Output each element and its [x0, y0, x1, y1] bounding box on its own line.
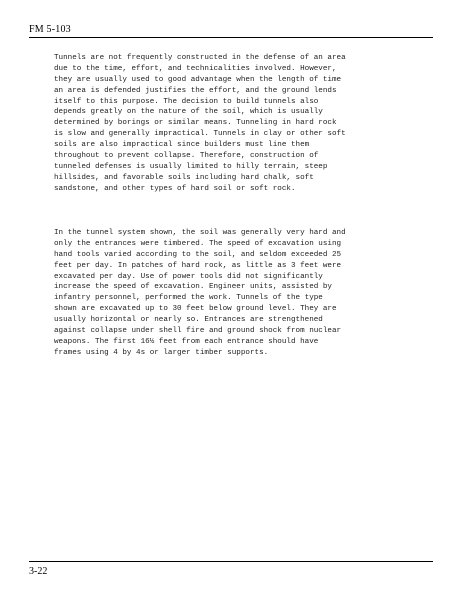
- text-line: In the tunnel system shown, the soil was generally very hard and: [54, 229, 346, 237]
- text-line: shown are excavated up to 30 feet below ground level. They are: [54, 305, 337, 314]
- header-divider: [29, 37, 433, 38]
- text-line: sandstone, and other types of hard soil or soft rock.: [54, 184, 296, 193]
- text-line: depends greatly on the nature of the soil, which is usually: [54, 108, 323, 117]
- text-line: hillsides, and favorable soils including hard chalk, soft: [54, 173, 314, 182]
- text-line: weapons. The first 16½ feet from each entrance should have: [54, 337, 319, 346]
- text-line: itself to this purpose. The decision to build tunnels also: [54, 97, 319, 106]
- text-line: an area is defended justifies the effort, and the ground lends: [54, 86, 337, 95]
- text-line: usually horizontal or nearly so. Entrances are strengthened: [54, 316, 323, 325]
- text-line: only the entrances were timbered. The speed of excavation using: [54, 239, 342, 248]
- text-line: is slow and generally impractical. Tunnels in clay or other soft: [54, 130, 346, 139]
- text-line: hand tools varied according to the soil, and seldom exceeded 25: [54, 250, 342, 259]
- text-line: due to the time, effort, and technicalities involved. However,: [54, 64, 337, 73]
- text-line: excavated per day. Use of power tools did not significantly: [54, 272, 323, 281]
- page-number: 3-22: [29, 566, 48, 577]
- text-line: determined by borings or similar means. Tunneling in hard rock: [54, 119, 337, 128]
- text-line: feet per day. In patches of hard rock, as little as 3 feet were: [54, 261, 342, 270]
- text-line: soils are also impractical since builders must line them: [54, 141, 310, 150]
- text-line: throughout to prevent collapse. Therefore, construction of: [54, 152, 319, 161]
- text-line: against collapse under shell fire and ground shock from nuclear: [54, 327, 342, 336]
- text-line: frames using 4 by 4s or larger timber supports.: [54, 348, 269, 357]
- paragraph-tunnel-feasibility: [54, 53, 414, 195]
- text-line: Tunnels are not frequently constructed in the defense of an area: [54, 54, 346, 62]
- text-line: tunneled defenses is usually limited to hilly terrain, steep: [54, 162, 328, 171]
- paragraph-tunnel-system: [54, 228, 414, 359]
- text-line: infantry personnel, performed the work. Tunnels of the type: [54, 294, 323, 303]
- text-line: increase the speed of excavation. Engineer units, assisted by: [54, 283, 332, 292]
- text-line: they are usually used to good advantage when the length of time: [54, 75, 342, 84]
- manual-id-header: FM 5-103: [29, 24, 71, 35]
- footer-divider: [29, 561, 433, 562]
